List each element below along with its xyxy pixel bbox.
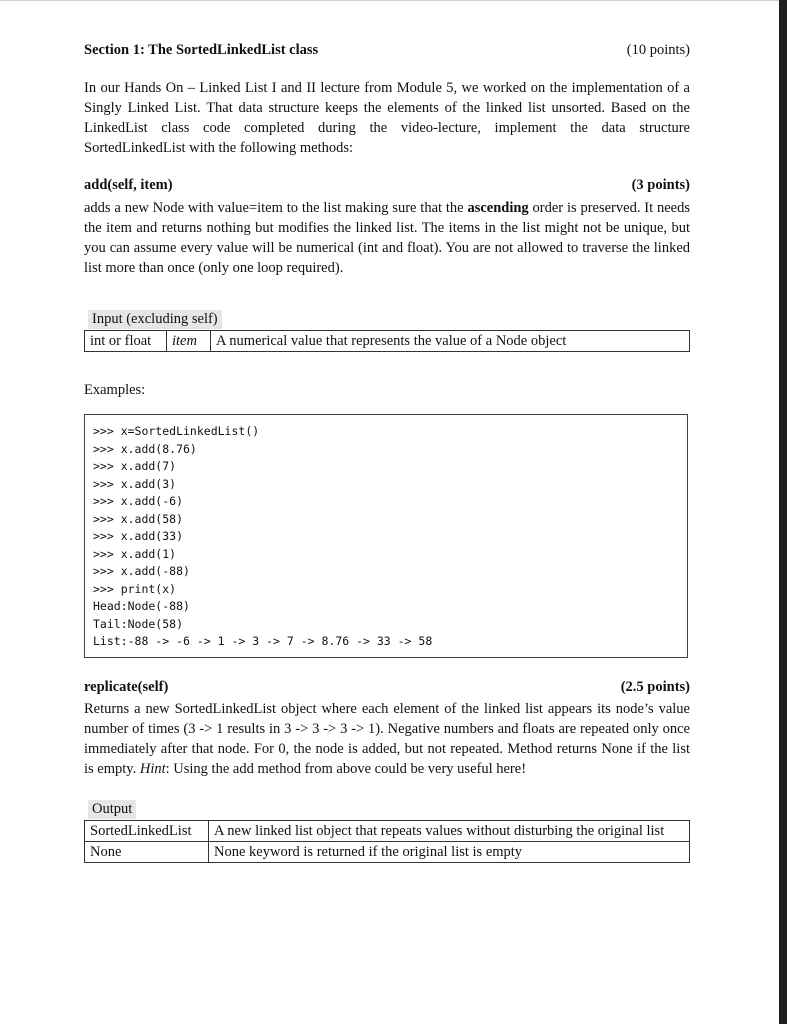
add-signature: add(self, item) xyxy=(84,177,173,193)
input-description-cell: A numerical value that represents the value of a Node object xyxy=(211,331,690,352)
output-label: Output xyxy=(88,800,136,819)
input-label: Input (excluding self) xyxy=(88,310,222,329)
output-description-cell: A new linked list object that repeats values without disturbing the original list xyxy=(209,821,690,842)
add-desc-bold: ascending xyxy=(467,200,529,216)
code-line: >>> x.add(58) xyxy=(93,511,184,526)
page-right-edge xyxy=(779,0,787,1024)
replicate-signature: replicate(self) xyxy=(84,679,169,695)
code-line: >>> x.add(7) xyxy=(93,459,177,473)
code-line: >>> x.add(-88) xyxy=(93,564,190,578)
table-row xyxy=(85,331,690,352)
replicate-method-header xyxy=(84,679,690,696)
section-header xyxy=(84,42,690,59)
add-desc-part1: adds a new Node with value=item to the list making sure that the xyxy=(84,200,468,216)
table-row xyxy=(85,821,690,842)
output-type-cell: None xyxy=(85,842,209,863)
output-description-cell: None keyword is returned if the original list is empty xyxy=(209,842,690,863)
section-points: (10 points) xyxy=(626,42,690,58)
add-points: (3 points) xyxy=(631,177,690,193)
code-line: Tail:Node(58) xyxy=(93,616,184,631)
code-line: >>> x.add(3) xyxy=(93,476,177,491)
examples-label: Examples: xyxy=(84,382,146,398)
replicate-desc-part2: : Using the add method from above could be very useful here! xyxy=(165,761,527,777)
add-desc-part2: order is preserved. It needs the item and returns nothing but modifies the linked list. The items in the list might not be unique, but you can assume every value will be numerical (int and float). You are not allowed to traverse the linked list more than once (only one loop required). xyxy=(84,200,690,276)
output-table-caption xyxy=(88,800,136,819)
page-top-edge xyxy=(0,0,779,1)
code-line: >>> print(x) xyxy=(93,581,177,596)
hint-label: Hint xyxy=(139,761,166,777)
replicate-desc-part1: Returns a new SortedLinkedList object where each element of the linked list appears its node’s value number of times (3 -> 1 results in 3 -> 3 -> 3 -> 1). Negative numbers and floats are repeated only once immediately after that node. For 0, the node is added, but not repeated. Method returns None if the list is empty. xyxy=(84,701,690,777)
intro-paragraph: In our Hands On – Linked List I and II lecture from Module 5, we worked on the implementation of a Singly Linked List. That data structure keeps the elements of the linked list unsorted. Based on the LinkedList class code completed during the video-lecture, implement the data structure SortedLinkedList with the following methods: xyxy=(84,80,690,156)
add-description xyxy=(84,198,690,278)
code-line: >>> x.add(8.76) xyxy=(93,441,197,456)
code-line: List:-88 -> -6 -> 1 -> 3 -> 7 -> 8.76 -> 33 -> 58 xyxy=(93,634,433,648)
code-line: Head:Node(-88) xyxy=(93,599,190,613)
code-line: >>> x.add(33) xyxy=(93,529,184,543)
code-example-box xyxy=(84,414,688,658)
input-table-caption xyxy=(88,310,222,329)
input-name-cell: item xyxy=(167,331,211,352)
output-type-cell: SortedLinkedList xyxy=(85,821,209,842)
replicate-points: (2.5 points) xyxy=(620,679,690,695)
code-line: >>> x.add(1) xyxy=(93,546,177,561)
input-table xyxy=(84,330,690,352)
replicate-description xyxy=(84,699,690,779)
code-line: >>> x=SortedLinkedList() xyxy=(93,424,260,438)
section-title: Section 1: The SortedLinkedList class xyxy=(84,42,319,58)
table-row xyxy=(85,842,690,863)
code-line: >>> x.add(-6) xyxy=(93,494,184,508)
add-method-header xyxy=(84,177,690,194)
output-table xyxy=(84,820,690,863)
input-type-cell: int or float xyxy=(85,331,167,352)
